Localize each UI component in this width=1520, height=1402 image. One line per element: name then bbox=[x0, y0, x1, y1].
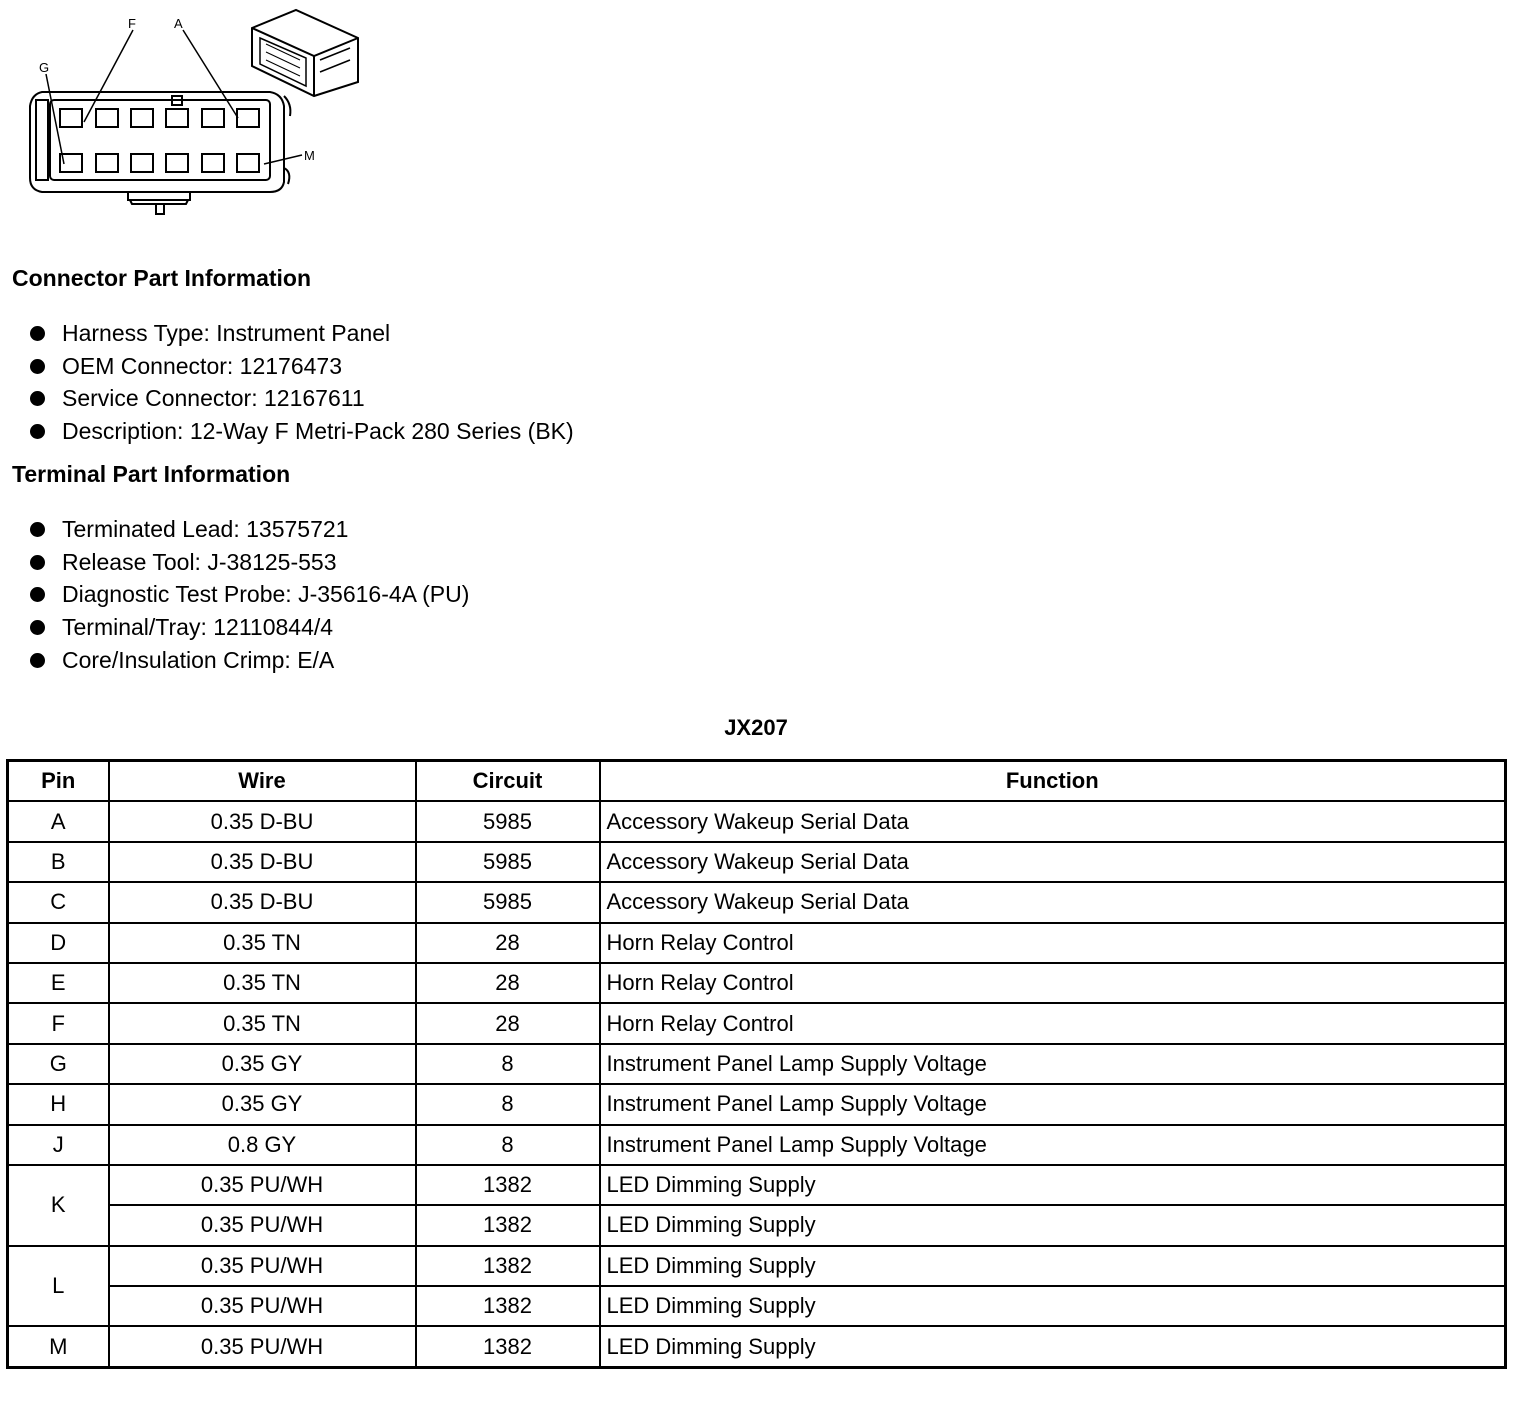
circuit-cell: 8 bbox=[416, 1044, 600, 1084]
pin-cell: E bbox=[8, 963, 109, 1003]
list-item: Terminal/Tray: 12110844/4 bbox=[30, 611, 469, 644]
circuit-cell: 1382 bbox=[416, 1246, 600, 1286]
table-row bbox=[8, 1165, 1506, 1205]
pin-cell: H bbox=[8, 1084, 109, 1124]
table-row bbox=[8, 923, 1506, 963]
wire-cell: 0.35 GY bbox=[109, 1044, 416, 1084]
pinout-table bbox=[6, 759, 1507, 1369]
circuit-cell: 1382 bbox=[416, 1205, 600, 1245]
bullet-icon bbox=[30, 653, 45, 668]
function-cell: LED Dimming Supply bbox=[600, 1326, 1506, 1367]
table-row bbox=[8, 1286, 1506, 1326]
table-row bbox=[8, 963, 1506, 1003]
connector-info-list bbox=[30, 317, 574, 448]
function-cell: Accessory Wakeup Serial Data bbox=[600, 842, 1506, 882]
wire-cell: 0.35 D-BU bbox=[109, 842, 416, 882]
table-row bbox=[8, 801, 1506, 841]
header-circuit: Circuit bbox=[416, 761, 600, 802]
wire-cell: 0.35 D-BU bbox=[109, 801, 416, 841]
bullet-icon bbox=[30, 522, 45, 537]
function-cell: Instrument Panel Lamp Supply Voltage bbox=[600, 1044, 1506, 1084]
pin-cell: A bbox=[8, 801, 109, 841]
table-row bbox=[8, 1326, 1506, 1367]
table-body bbox=[8, 801, 1506, 1367]
list-item: Service Connector: 12167611 bbox=[30, 382, 574, 415]
function-cell: LED Dimming Supply bbox=[600, 1246, 1506, 1286]
pin-cell: K bbox=[8, 1165, 109, 1246]
circuit-cell: 28 bbox=[416, 923, 600, 963]
circuit-cell: 1382 bbox=[416, 1165, 600, 1205]
list-item: OEM Connector: 12176473 bbox=[30, 350, 574, 383]
pin-cell: F bbox=[8, 1003, 109, 1043]
table-row bbox=[8, 1246, 1506, 1286]
list-item: Release Tool: J-38125-553 bbox=[30, 546, 469, 579]
connector-info-heading: Connector Part Information bbox=[12, 265, 312, 291]
function-cell: Horn Relay Control bbox=[600, 1003, 1506, 1043]
table-header-row bbox=[8, 761, 1506, 802]
pin-label-g: G bbox=[39, 60, 50, 75]
function-cell: Instrument Panel Lamp Supply Voltage bbox=[600, 1084, 1506, 1124]
wire-cell: 0.35 PU/WH bbox=[109, 1326, 416, 1367]
bullet-icon bbox=[30, 620, 45, 635]
wire-cell: 0.35 TN bbox=[109, 923, 416, 963]
bullet-icon bbox=[30, 391, 45, 406]
bullet-icon bbox=[30, 359, 45, 374]
circuit-cell: 5985 bbox=[416, 882, 600, 922]
list-item: Core/Insulation Crimp: E/A bbox=[30, 644, 469, 677]
table-row bbox=[8, 1125, 1506, 1165]
pin-cell: J bbox=[8, 1125, 109, 1165]
pin-label-a: A bbox=[174, 16, 183, 31]
function-cell: LED Dimming Supply bbox=[600, 1165, 1506, 1205]
connector-diagram bbox=[0, 0, 400, 230]
table-row bbox=[8, 842, 1506, 882]
list-item: Harness Type: Instrument Panel bbox=[30, 317, 574, 350]
header-wire: Wire bbox=[109, 761, 416, 802]
function-cell: Horn Relay Control bbox=[600, 923, 1506, 963]
function-cell: Instrument Panel Lamp Supply Voltage bbox=[600, 1125, 1506, 1165]
bullet-icon bbox=[30, 424, 45, 439]
circuit-cell: 28 bbox=[416, 1003, 600, 1043]
table-row bbox=[8, 1044, 1506, 1084]
table-row bbox=[8, 882, 1506, 922]
table-row bbox=[8, 1003, 1506, 1043]
wire-cell: 0.35 GY bbox=[109, 1084, 416, 1124]
function-cell: Horn Relay Control bbox=[600, 963, 1506, 1003]
header-function: Function bbox=[600, 761, 1506, 802]
wire-cell: 0.35 PU/WH bbox=[109, 1286, 416, 1326]
wire-cell: 0.8 GY bbox=[109, 1125, 416, 1165]
list-item: Description: 12-Way F Metri-Pack 280 Series (BK) bbox=[30, 415, 574, 448]
bullet-icon bbox=[30, 555, 45, 570]
wire-cell: 0.35 PU/WH bbox=[109, 1205, 416, 1245]
pin-cell: L bbox=[8, 1246, 109, 1327]
terminal-info-list bbox=[30, 513, 469, 676]
pin-cell: M bbox=[8, 1326, 109, 1367]
function-cell: Accessory Wakeup Serial Data bbox=[600, 801, 1506, 841]
pin-label-f: F bbox=[128, 16, 136, 31]
circuit-cell: 8 bbox=[416, 1084, 600, 1124]
pin-cell: B bbox=[8, 842, 109, 882]
table-row bbox=[8, 1084, 1506, 1124]
circuit-cell: 5985 bbox=[416, 801, 600, 841]
bullet-icon bbox=[30, 326, 45, 341]
circuit-cell: 8 bbox=[416, 1125, 600, 1165]
circuit-cell: 1382 bbox=[416, 1326, 600, 1367]
pin-cell: G bbox=[8, 1044, 109, 1084]
circuit-cell: 5985 bbox=[416, 842, 600, 882]
function-cell: LED Dimming Supply bbox=[600, 1286, 1506, 1326]
function-cell: Accessory Wakeup Serial Data bbox=[600, 882, 1506, 922]
table-row bbox=[8, 1205, 1506, 1245]
list-item: Terminated Lead: 13575721 bbox=[30, 513, 469, 546]
pin-cell: C bbox=[8, 882, 109, 922]
bullet-icon bbox=[30, 587, 45, 602]
wire-cell: 0.35 TN bbox=[109, 963, 416, 1003]
function-cell: LED Dimming Supply bbox=[600, 1205, 1506, 1245]
wire-cell: 0.35 PU/WH bbox=[109, 1246, 416, 1286]
pin-cell: D bbox=[8, 923, 109, 963]
pin-label-m: M bbox=[304, 148, 315, 163]
circuit-cell: 28 bbox=[416, 963, 600, 1003]
circuit-cell: 1382 bbox=[416, 1286, 600, 1326]
header-pin: Pin bbox=[8, 761, 109, 802]
wire-cell: 0.35 D-BU bbox=[109, 882, 416, 922]
table-title: JX207 bbox=[724, 715, 788, 740]
wire-cell: 0.35 TN bbox=[109, 1003, 416, 1043]
terminal-info-heading: Terminal Part Information bbox=[12, 461, 291, 487]
list-item: Diagnostic Test Probe: J-35616-4A (PU) bbox=[30, 578, 469, 611]
wire-cell: 0.35 PU/WH bbox=[109, 1165, 416, 1205]
